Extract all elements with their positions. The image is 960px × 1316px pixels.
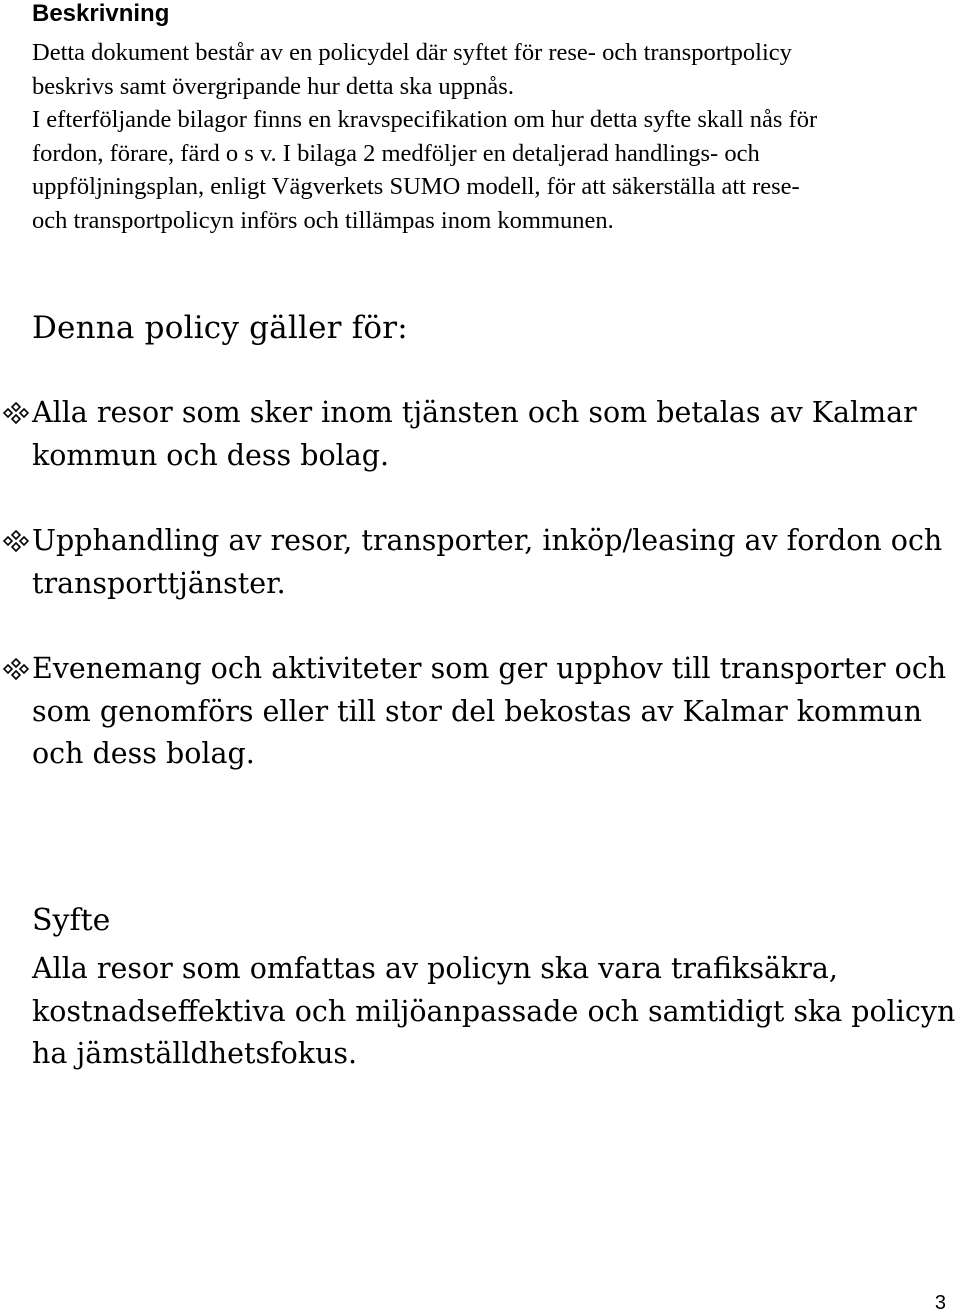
policy-scope-list [0, 392, 960, 819]
description-line: I efterföljande bilagor finns en kravspecifikation om hur detta syfte skall nås för [32, 106, 818, 133]
purpose-paragraph [32, 948, 955, 1076]
four-diamond-bullet-icon [2, 530, 30, 552]
four-diamond-bullet-icon [2, 658, 30, 680]
description-line: beskrivs samt övergripande hur detta ska uppnås. [32, 72, 514, 100]
page-number: 3 [934, 1292, 946, 1314]
policy-scope-item [0, 392, 960, 477]
purpose-line: kostnadseffektiva och miljöanpassade och samtidigt ska policyn [32, 994, 956, 1028]
purpose-line: Alla resor som omfattas av policyn ska vara trafiksäkra, [32, 952, 838, 985]
policy-scope-line: Alla resor som sker inom tjänsten och som betalas av Kalmar [32, 396, 917, 429]
description-paragraph [32, 36, 942, 237]
description-line: fordon, förare, färd o s v. I bilaga 2 medföljer en detaljerad handlings- och [32, 139, 760, 167]
purpose-heading: Syfte [32, 903, 111, 938]
policy-scope-line: och dess bolag. [32, 737, 255, 770]
description-line: Detta dokument består av en policydel där syftet för rese- och transportpolicy [32, 39, 792, 66]
description-line: och transportpolicyn införs och tillämpas inom kommunen. [32, 206, 614, 234]
purpose-line: ha jämställdhetsfokus. [32, 1037, 358, 1070]
policy-scope-item [0, 520, 960, 605]
description-heading: Beskrivning [32, 0, 170, 27]
description-line: uppföljningsplan, enligt Vägverkets SUMO modell, för att säkerställa att rese- [32, 173, 800, 200]
policy-scope-line: kommun och dess bolag. [32, 438, 390, 472]
policy-scope-item [0, 648, 960, 776]
policy-scope-line: transporttjänster. [32, 566, 286, 600]
four-diamond-bullet-icon [2, 402, 30, 424]
policy-scope-line: Evenemang och aktiviteter som ger upphov till transporter och [32, 652, 947, 685]
policy-heading: Denna policy gäller för: [32, 310, 408, 346]
policy-scope-line: som genomförs eller till stor del bekostas av Kalmar kommun [32, 694, 922, 728]
policy-scope-line: Upphandling av resor, transporter, inköp/leasing av fordon och [32, 524, 943, 557]
